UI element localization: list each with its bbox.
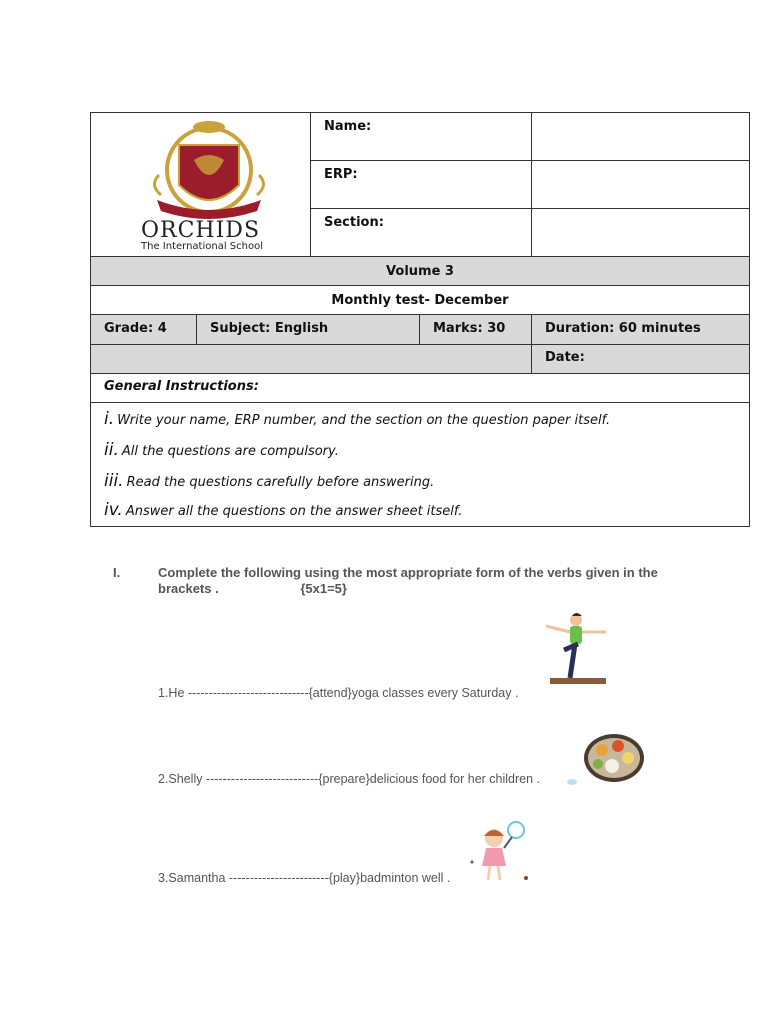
section1-marks: {5x1=5}	[300, 581, 347, 596]
date-blank-cell	[90, 344, 532, 374]
yoga-illustration-icon	[542, 610, 612, 686]
duration-cell	[531, 314, 750, 345]
volume-label: Volume 3	[386, 263, 454, 279]
instruction-item: iv. Answer all the questions on the answer sheet itself.	[104, 500, 463, 520]
date-cell	[531, 344, 750, 374]
section1-prompt: Complete the following using the most appropriate form of the verbs given in the brackets . {5x1=5}	[158, 565, 658, 596]
duration-label: Duration: 60 minutes	[545, 321, 701, 336]
header-table	[90, 112, 750, 527]
food-plate-icon	[566, 730, 646, 790]
section1-number: I.	[113, 565, 121, 580]
grade-label: Grade: 4	[104, 321, 167, 336]
instruction-item: i. Write your name, ERP number, and the section on the question paper itself.	[104, 409, 611, 429]
instructions-heading-row	[90, 373, 750, 403]
question-3: 3.Samantha ------------------------{play}badminton well .	[158, 871, 451, 885]
question-1: 1.He -----------------------------{attend}yoga classes every Saturday .	[158, 686, 519, 700]
logo-cell	[90, 112, 311, 257]
erp-field[interactable]	[531, 160, 750, 209]
school-name: ORCHIDS	[141, 218, 261, 243]
question-2: 2.Shelly ---------------------------{prepare}delicious food for her children .	[158, 772, 541, 786]
subject-label: Subject: English	[210, 321, 329, 336]
subject-cell	[196, 314, 420, 345]
test-title-row	[90, 285, 750, 315]
badminton-girl-icon	[468, 818, 534, 888]
school-tagline: The International School	[141, 241, 263, 252]
marks-cell	[419, 314, 532, 345]
marks-label: Marks: 30	[433, 321, 506, 336]
section-label: Section:	[324, 215, 384, 230]
erp-label: ERP:	[324, 167, 358, 182]
instructions-list	[90, 402, 750, 527]
instructions-heading: General Instructions:	[104, 379, 259, 394]
test-title: Monthly test- December	[331, 292, 509, 308]
date-label: Date:	[545, 350, 585, 365]
section-field[interactable]	[531, 208, 750, 257]
volume-row	[90, 256, 750, 286]
name-label-cell	[310, 112, 532, 161]
grade-cell	[90, 314, 197, 345]
instruction-item: iii. Read the questions carefully before answering.	[104, 471, 435, 491]
section-label-cell	[310, 208, 532, 257]
instruction-item: ii. All the questions are compulsory.	[104, 440, 339, 460]
erp-label-cell	[310, 160, 532, 209]
school-crest-icon	[139, 115, 279, 225]
name-label: Name:	[324, 119, 372, 134]
name-field[interactable]	[531, 112, 750, 161]
